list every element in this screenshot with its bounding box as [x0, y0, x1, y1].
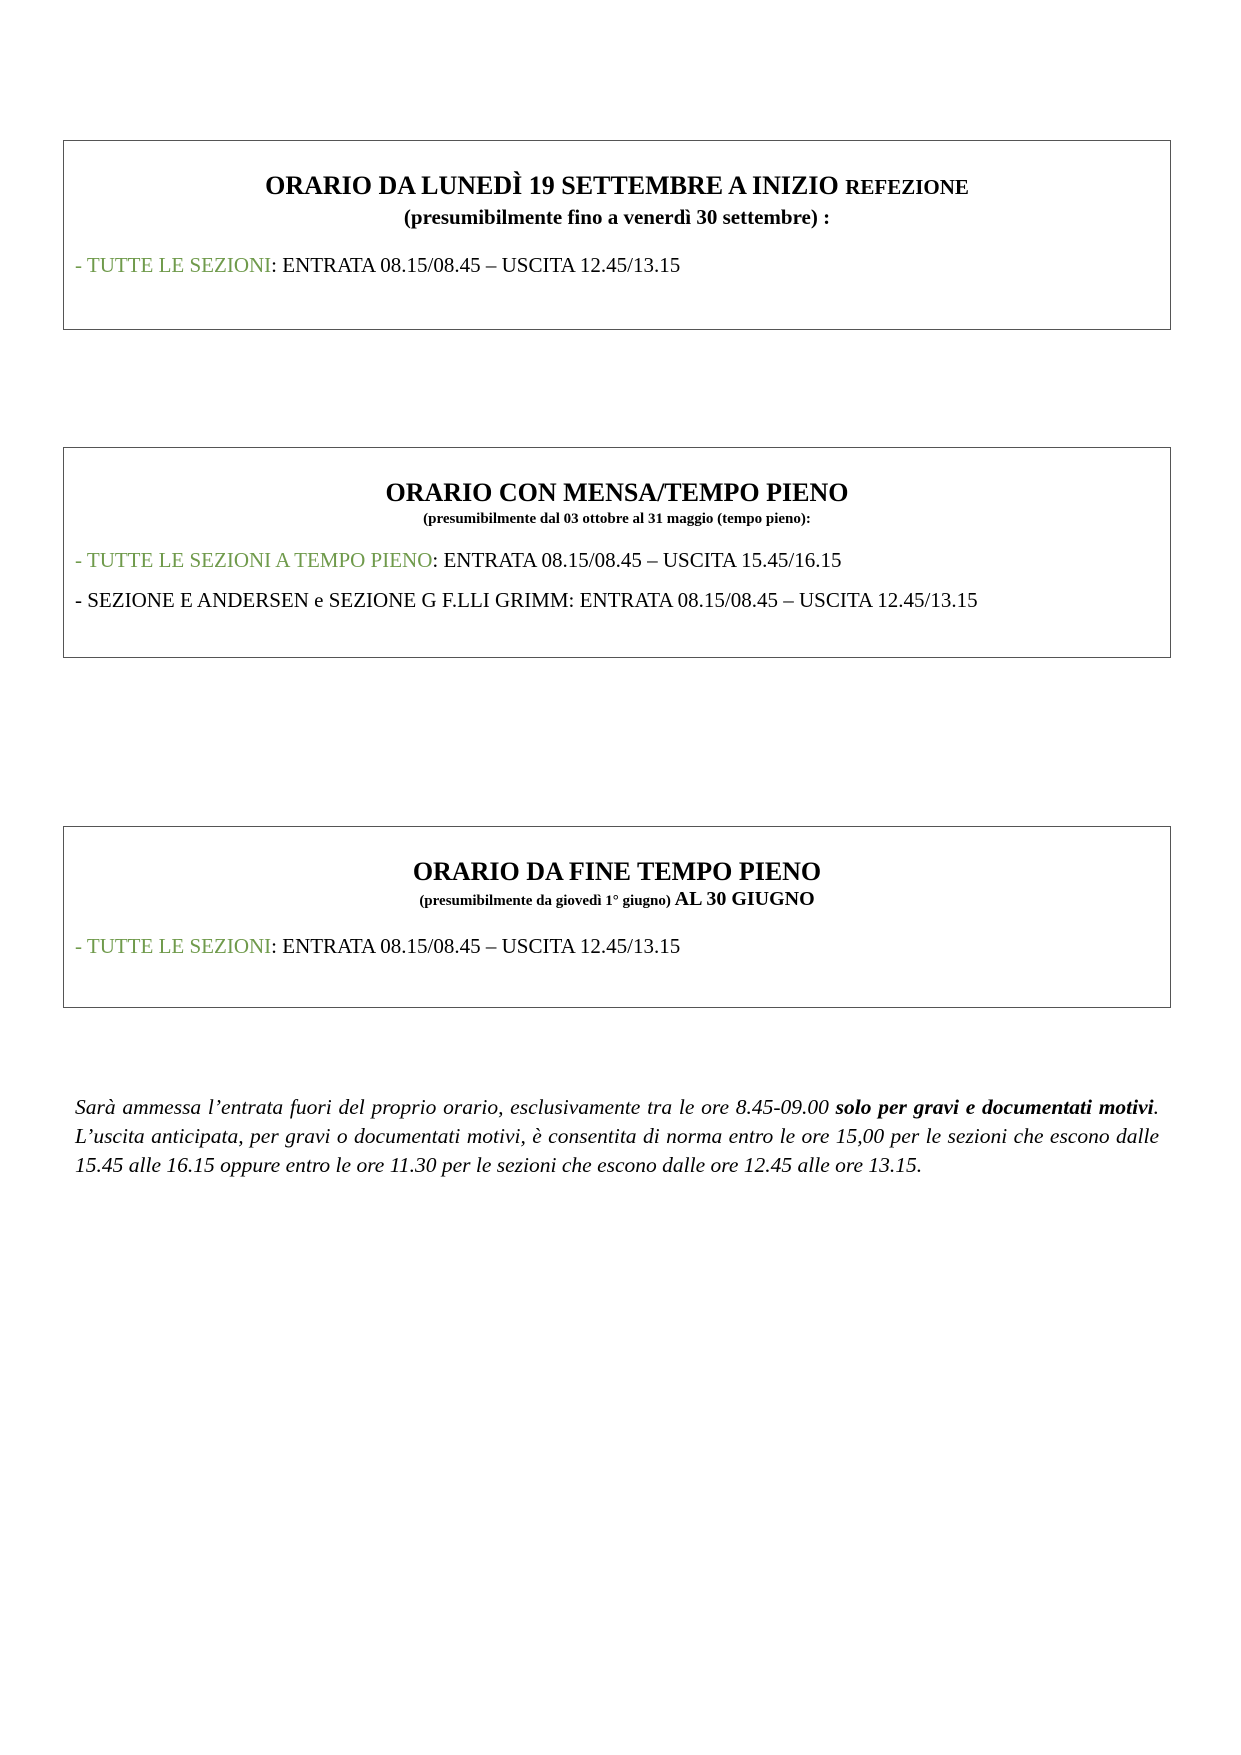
title-main: ORARIO DA LUNEDÌ 19 SETTEMBRE A INIZIO — [265, 171, 846, 200]
sections-label: - TUTTE LE SEZIONI — [75, 253, 272, 277]
schedule-subtitle: (presumibilmente dal 03 ottobre al 31 maggio (tempo pieno): — [423, 511, 811, 527]
schedule-title — [64, 171, 1170, 202]
schedule-title: ORARIO DA FINE TEMPO PIENO — [412, 857, 822, 886]
schedule-line — [64, 547, 1170, 573]
schedule-box-until-refezione — [63, 140, 1171, 330]
times-text: : ENTRATA 08.15/08.45 – USCITA 15.45/16.15 — [432, 548, 842, 572]
schedule-box-tempo-pieno — [63, 447, 1171, 658]
schedule-box-fine-tempo-pieno — [63, 826, 1171, 1008]
schedule-subtitle — [64, 887, 1170, 913]
schedule-line: - SEZIONE E ANDERSEN e SEZIONE G F.LLI GRIMM: ENTRATA 08.15/08.45 – USCITA 12.45/13.15 — [75, 588, 978, 612]
times-text: : ENTRATA 08.15/08.45 – USCITA 12.45/13.15 — [271, 253, 681, 277]
sections-label: - TUTTE LE SEZIONI — [75, 934, 272, 958]
note-bold: solo per gravi e documentati motivi — [835, 1095, 1154, 1119]
note-part-1: Sarà ammessa l’entrata fuori del proprio orario, esclusivamente tra le ore 8.45-09.00 — [75, 1095, 836, 1119]
entry-exit-note — [75, 1093, 1159, 1180]
schedule-title: ORARIO CON MENSA/TEMPO PIENO — [385, 478, 849, 507]
sections-label: - TUTTE LE SEZIONI A TEMPO PIENO — [75, 548, 433, 572]
subtitle-small: (presumibilmente da giovedì 1° giugno) — [419, 893, 675, 909]
schedule-subtitle: (presumibilmente fino a venerdì 30 settembre) : — [403, 205, 831, 229]
schedule-line — [64, 933, 1170, 959]
subtitle-big: AL 30 GIUGNO — [674, 888, 815, 910]
times-text: : ENTRATA 08.15/08.45 – USCITA 12.45/13.15 — [271, 934, 681, 958]
title-tail: REFEZIONE — [845, 175, 969, 199]
note-part-2: . L’uscita anticipata, per gravi o documentati motivi, è consentita di norma entro le ore 15,00 per le sezioni che escono dalle 15.45 alle 16.15 oppure entro le ore 11.30 per le sezioni che escono dalle ore 12.45 alle ore 13.15. — [75, 1095, 1160, 1177]
schedule-line — [64, 252, 1170, 278]
